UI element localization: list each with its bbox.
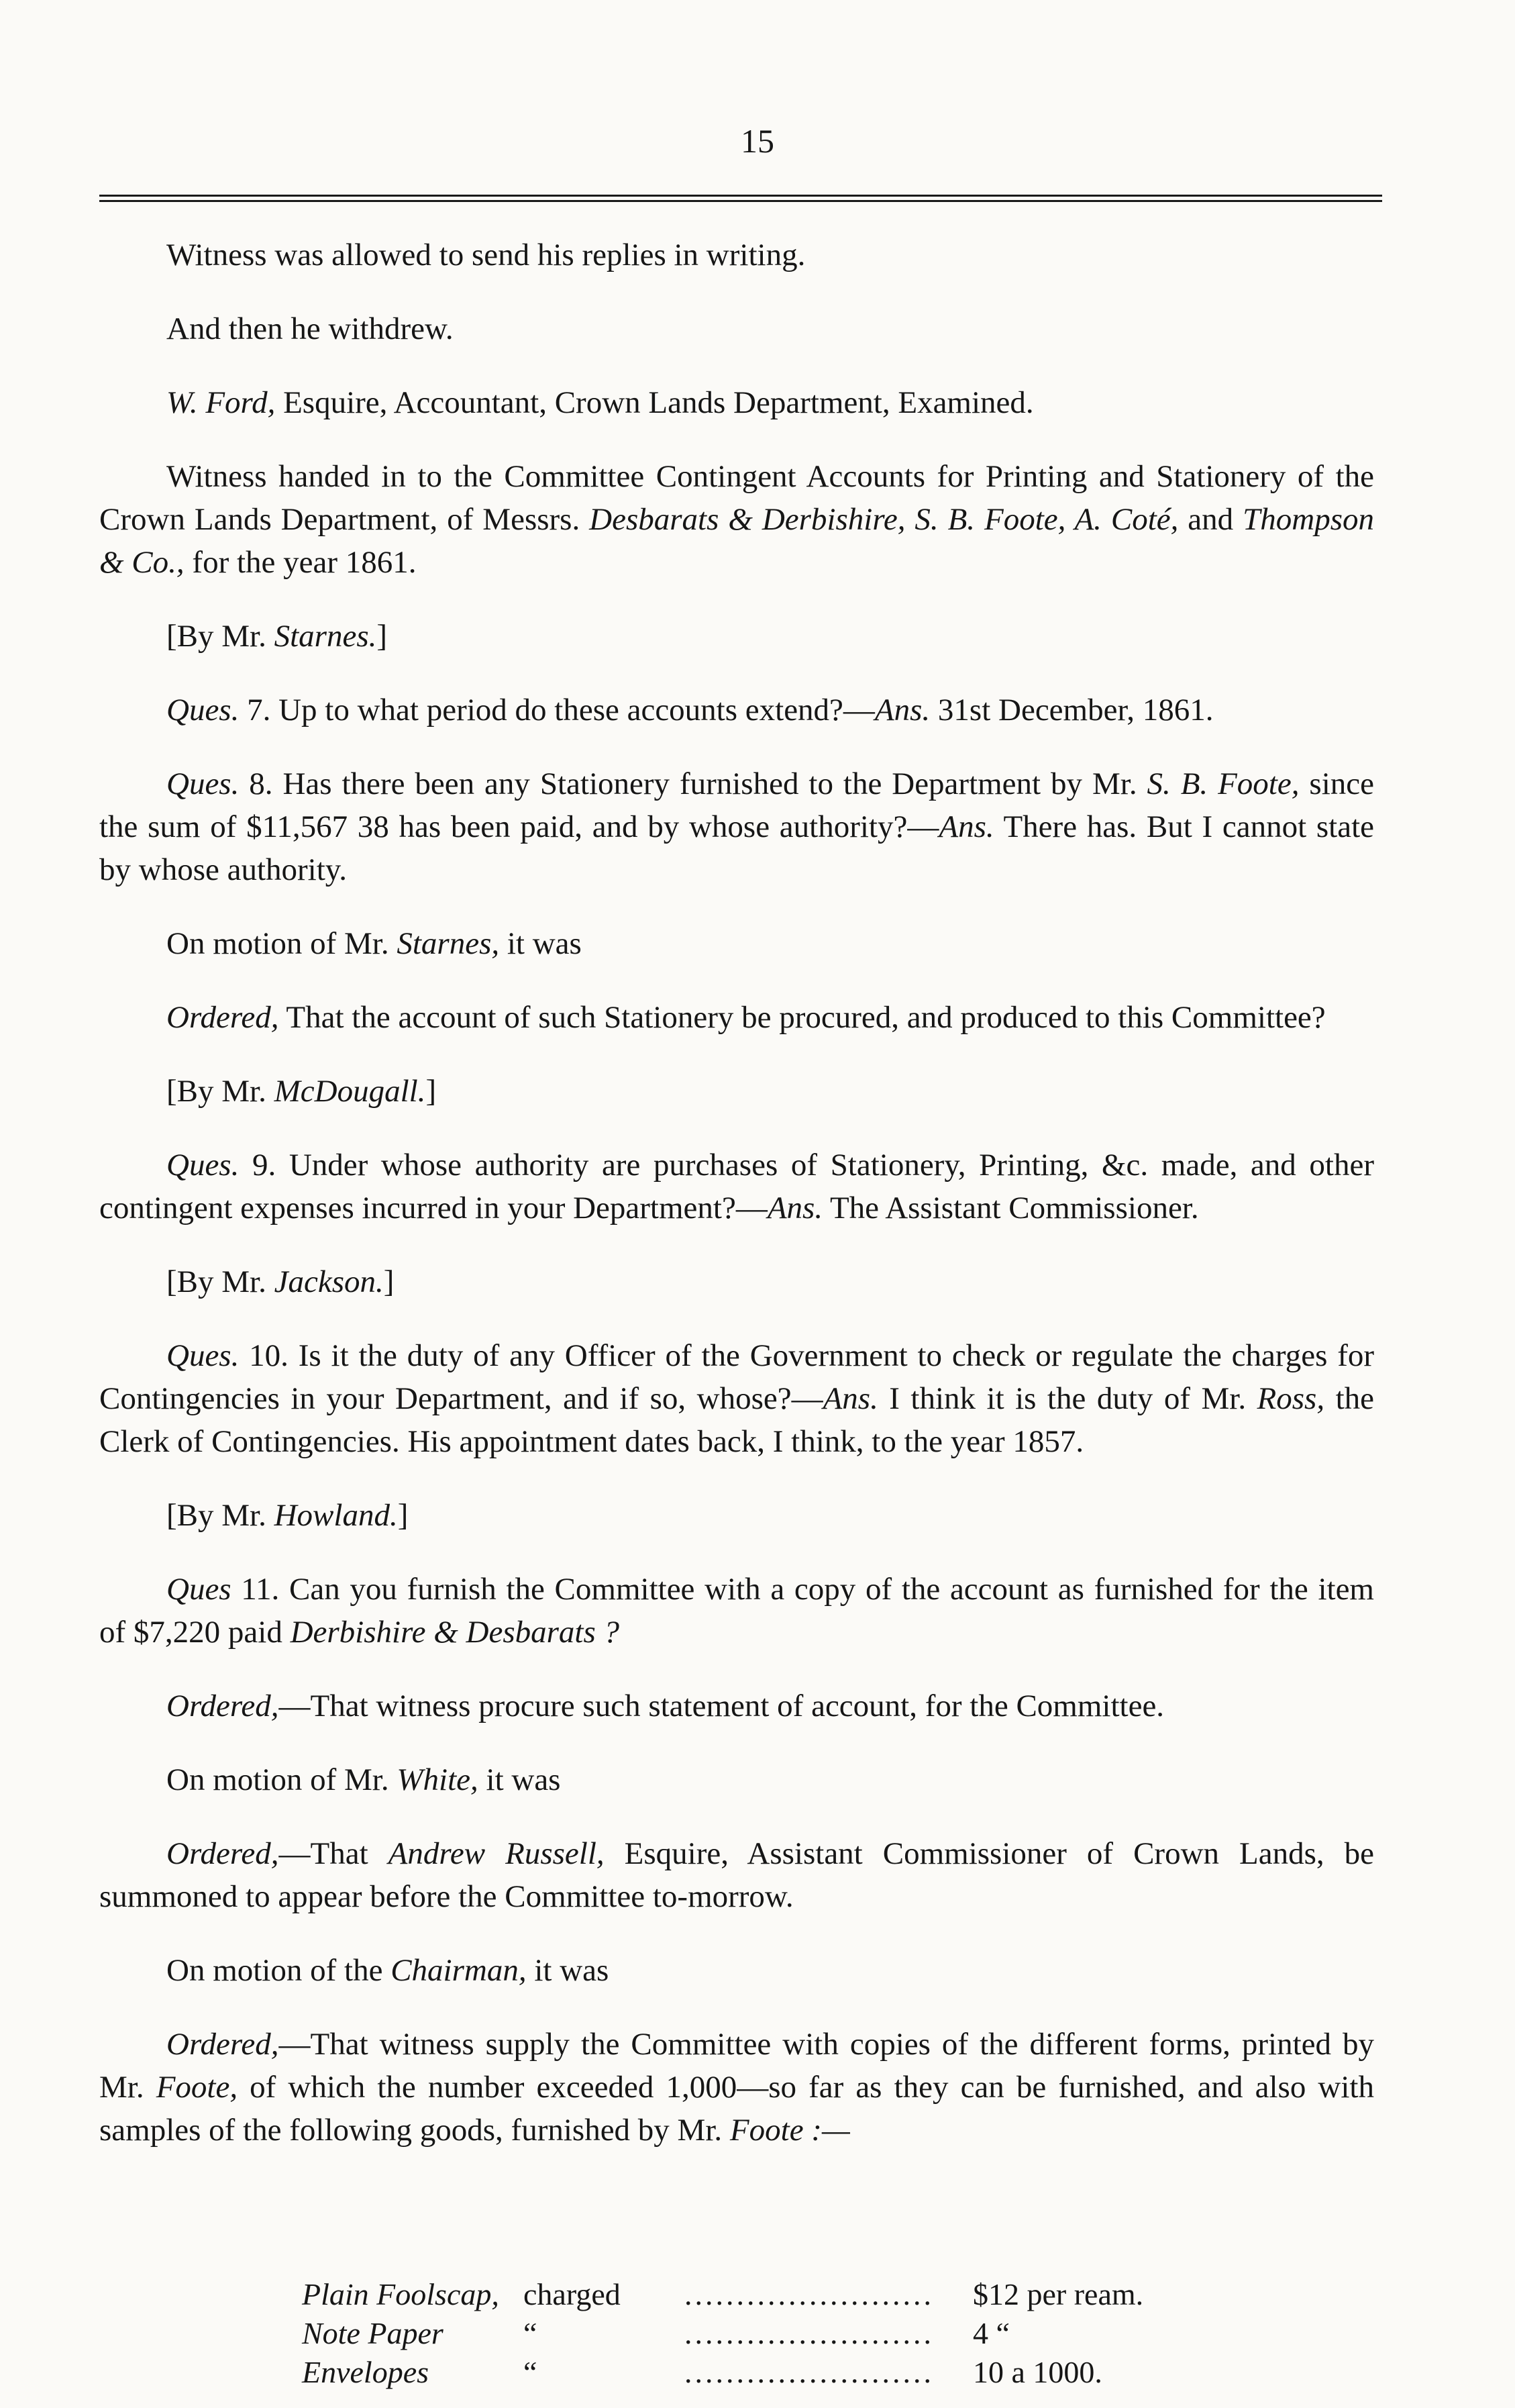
price-row	[302, 2275, 1241, 2314]
price-item: Plain Foolscap,	[302, 2277, 499, 2311]
examiner-starnes: [By Mr. Starnes.]	[166, 619, 388, 654]
price-item: Note Paper	[302, 2316, 443, 2350]
price-value: 4 “	[973, 2316, 1010, 2350]
motion-chairman: On motion of the Chairman, it was	[166, 1953, 609, 1988]
question-10: Ques. 10. Is it the duty of any Officer of the Government to check or regulate the charges for Contingencies in your Department, and if so, whose?—Ans. I think it is the duty of Mr. Ross, the Clerk of Contingencies. His appointment dates back, I think, to the year 1857.	[99, 1338, 1374, 1459]
question-9: Ques. 9. Under whose authority are purchases of Stationery, Printing, &c. made, and other contingent expenses incurred in your Department?—Ans. The Assistant Commissioner.	[99, 1148, 1374, 1225]
document-body	[99, 234, 1374, 2152]
price-leader-dots: ........................	[684, 2355, 934, 2389]
price-leader-dots: ........................	[684, 2316, 934, 2350]
paragraph-ford-examined: W. Ford, Esquire, Accountant, Crown Lands Department, Examined.	[166, 385, 1034, 420]
order-summon-russell: Ordered,—That Andrew Russell, Esquire, Assistant Commissioner of Crown Lands, be summoned to appear before the Committee to-morrow.	[99, 1836, 1374, 1914]
examiner-mcdougall: [By Mr. McDougall.]	[166, 1074, 437, 1109]
motion-starnes: On motion of Mr. Starnes, it was	[166, 926, 582, 961]
price-leader-dots: ........................	[684, 2277, 934, 2311]
price-list	[302, 2275, 1241, 2392]
price-row	[302, 2314, 1241, 2353]
paragraph-withdrew: And then he withdrew.	[166, 311, 454, 346]
header-double-rule	[99, 195, 1382, 203]
paragraph-witness-replies: Witness was allowed to send his replies in writing.	[166, 238, 806, 272]
paragraph-accounts-handed: Witness handed in to the Committee Contingent Accounts for Printing and Stationery of the Crown Lands Department, of Messrs. Desbarats & Derbishire, S. B. Foote, A. Coté, and Thompson & Co., for the year 1861.	[99, 459, 1374, 580]
price-ditto: “	[523, 2355, 537, 2389]
price-value: $12 per ream.	[973, 2277, 1144, 2311]
question-11: Ques 11. Can you furnish the Committee with a copy of the account as furnished for the item of $7,220 paid Derbishire & Desbarats ?	[99, 1572, 1374, 1650]
examiner-howland: [By Mr. Howland.]	[166, 1498, 409, 1533]
order-stationery-account: Ordered, That the account of such Stationery be procured, and produced to this Committee?	[166, 1000, 1326, 1035]
page-number: 15	[741, 122, 774, 160]
price-charged: charged	[523, 2277, 621, 2311]
question-8: Ques. 8. Has there been any Stationery furnished to the Department by Mr. S. B. Foote, since the sum of $11,567 38 has been paid, and by whose authority?—Ans. There has. But I cannot state by whose authority.	[99, 766, 1375, 887]
price-value: 10 a 1000.	[973, 2355, 1102, 2389]
price-ditto: “	[523, 2316, 537, 2350]
motion-white: On motion of Mr. White, it was	[166, 1762, 561, 1797]
question-7: Ques. 7. Up to what period do these accounts extend?—Ans. 31st December, 1861.	[166, 693, 1214, 728]
price-row	[302, 2353, 1241, 2392]
examiner-jackson: [By Mr. Jackson.]	[166, 1264, 395, 1299]
order-statement-of-account: Ordered,—That witness procure such statement of account, for the Committee.	[166, 1689, 1165, 1723]
order-copies-and-samples: Ordered,—That witness supply the Committee with copies of the different forms, printed by Mr. Foote, of which the number exceeded 1,000—so far as they can be furnished, and also with samples of the following goods, furnished by Mr. Foote :—	[99, 2027, 1374, 2148]
price-item: Envelopes	[302, 2355, 429, 2389]
